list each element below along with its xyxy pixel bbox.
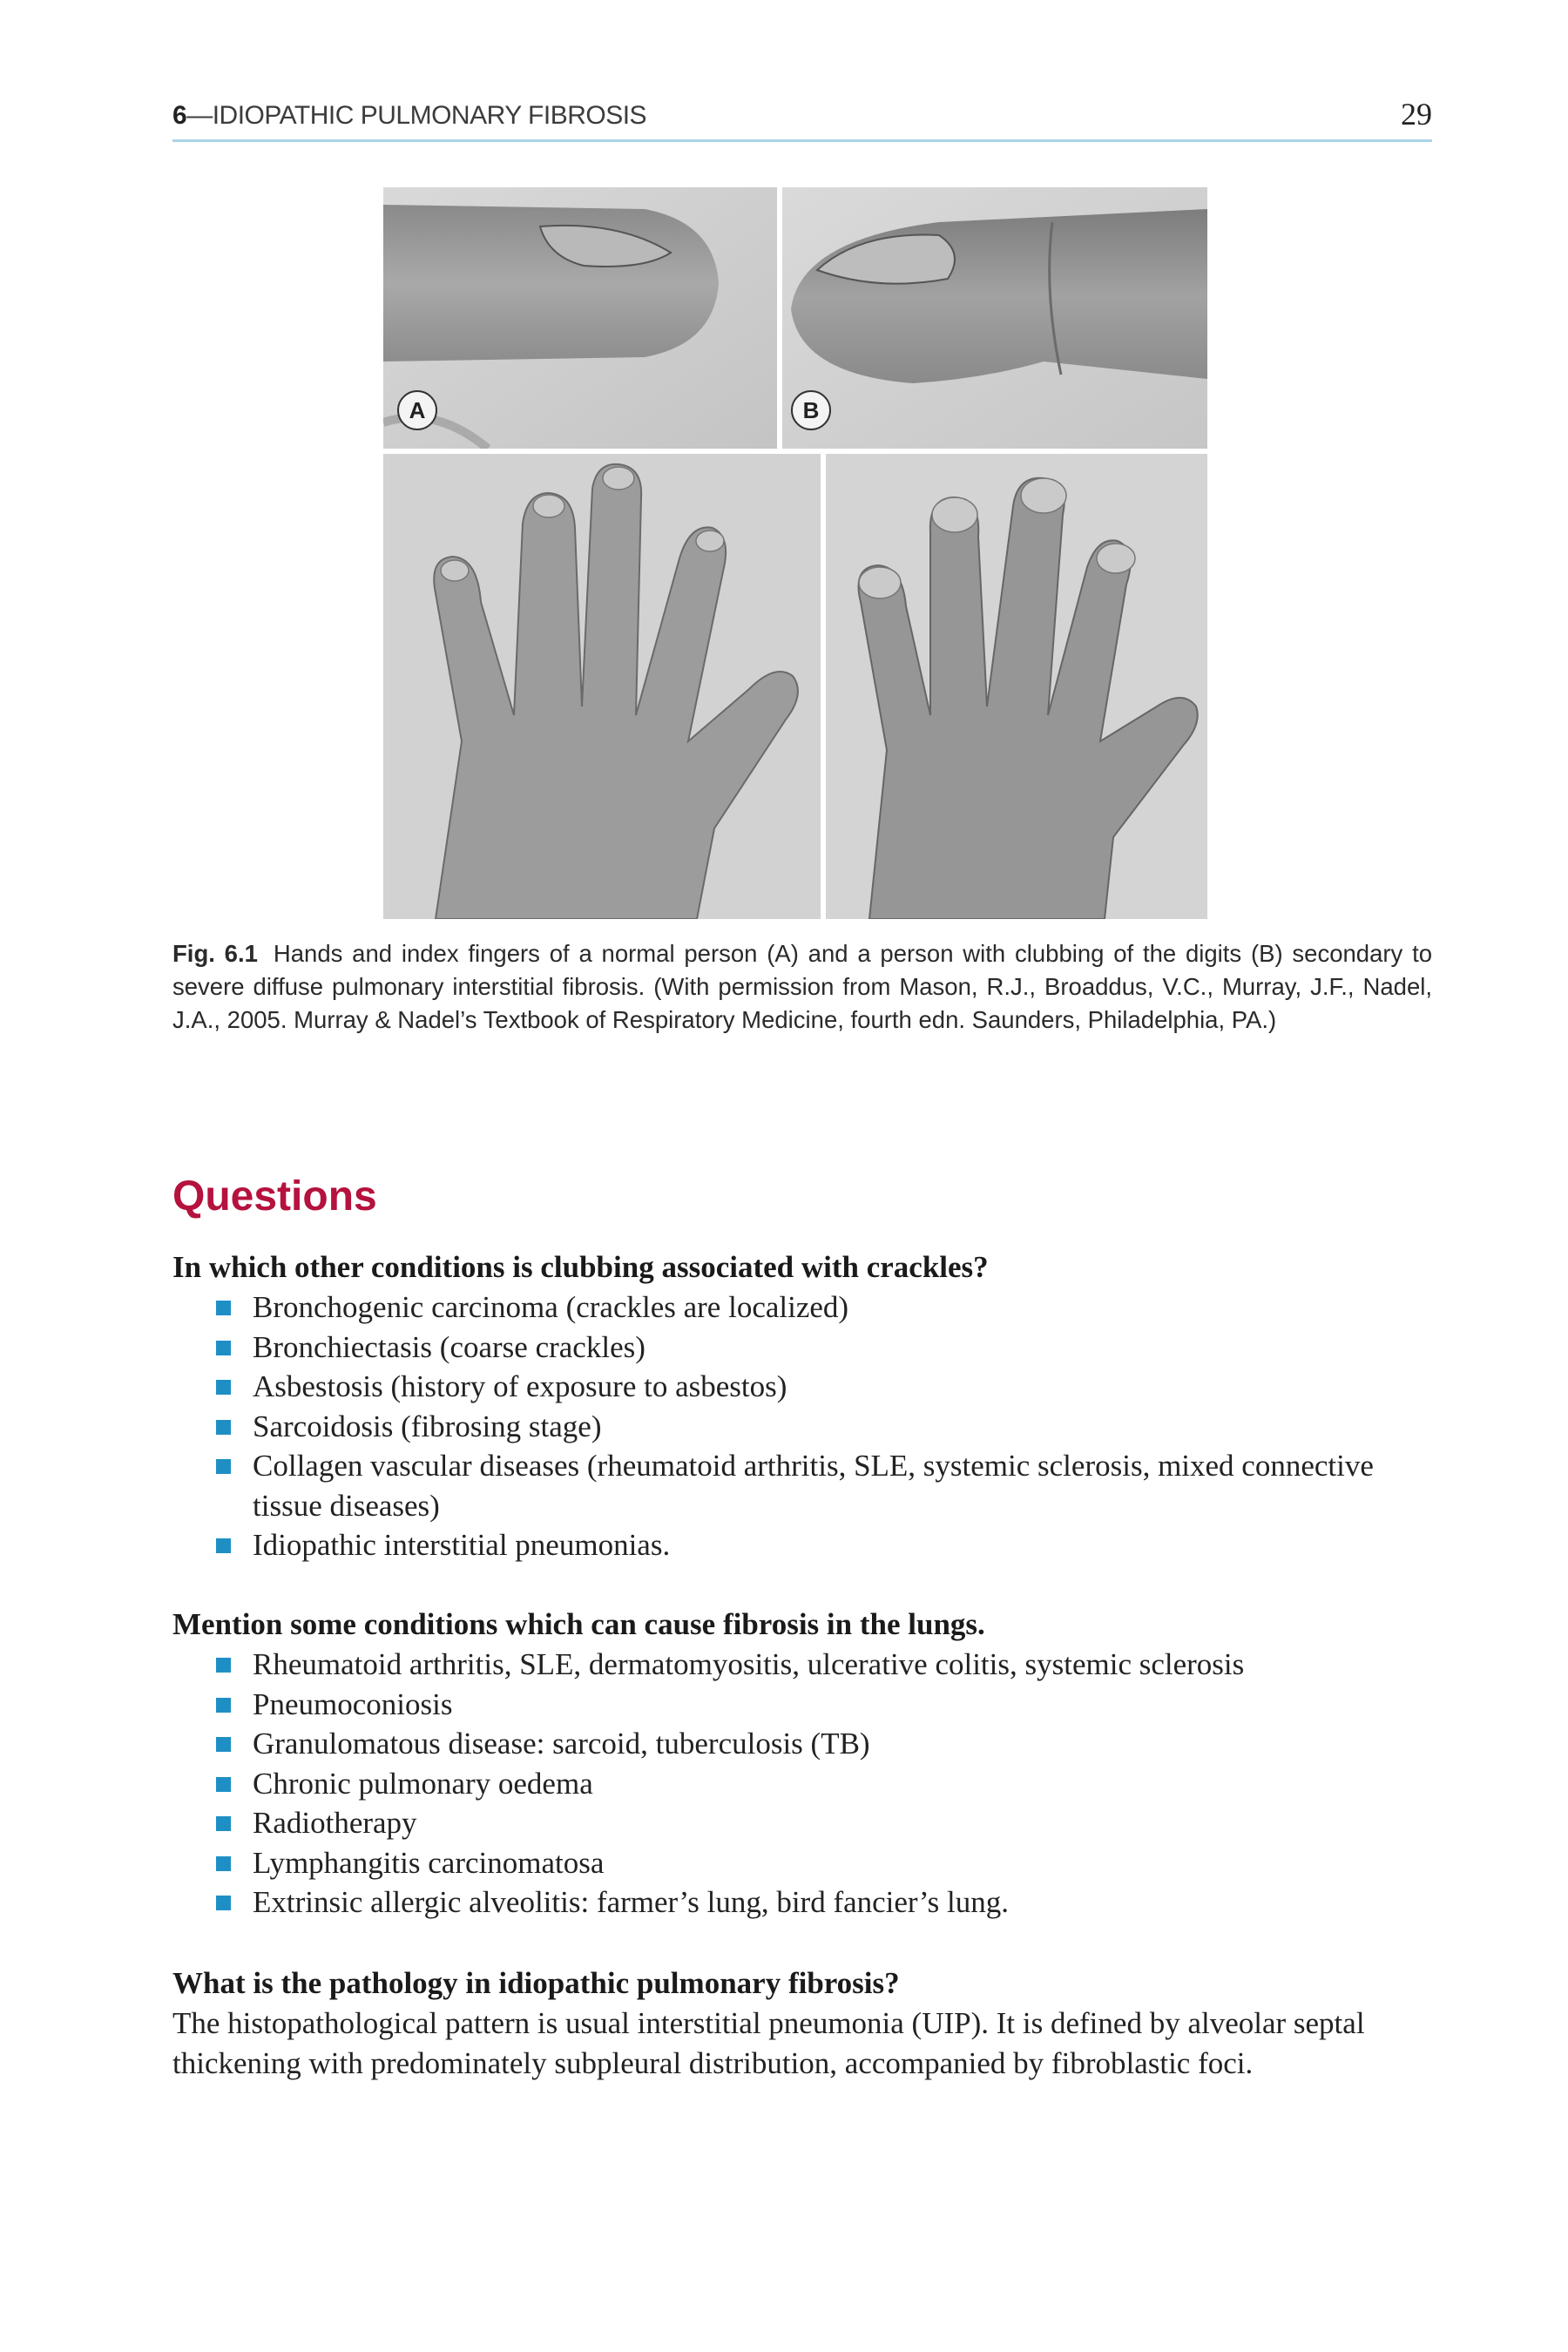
qa-block-3 xyxy=(172,1963,1432,2083)
clubbed-hand-photo xyxy=(826,454,1207,919)
list-item: Chronic pulmonary oedema xyxy=(253,1764,1432,1804)
list-item: Lymphangitis carcinomatosa xyxy=(253,1843,1432,1883)
bullet-list xyxy=(172,1645,1432,1923)
running-header xyxy=(172,96,1432,142)
chapter-title xyxy=(172,101,646,131)
question: What is the pathology in idiopathic pulmonary fibrosis? xyxy=(172,1966,900,2000)
panel-label-a: A xyxy=(397,390,437,430)
qa-block-1 xyxy=(172,1247,1432,1565)
normal-finger-photo xyxy=(383,187,777,449)
normal-hand-photo xyxy=(383,454,821,919)
list-item: Idiopathic interstitial pneumonias. xyxy=(253,1525,1432,1565)
page-number: 29 xyxy=(1401,97,1432,132)
bullet-list xyxy=(172,1288,1432,1565)
question: In which other conditions is clubbing associated with crackles? xyxy=(172,1250,989,1284)
list-item: Sarcoidosis (fibrosing stage) xyxy=(253,1407,1432,1447)
list-item: Rheumatoid arthritis, SLE, dermatomyositis, ulcerative colitis, systemic sclerosis xyxy=(253,1645,1432,1685)
chapter-number: 6 xyxy=(172,101,187,130)
list-item: Granulomatous disease: sarcoid, tuberculosis (TB) xyxy=(253,1724,1432,1764)
list-item: Extrinsic allergic alveolitis: farmer’s lung, bird fancier’s lung. xyxy=(253,1882,1432,1923)
list-item: Collagen vascular diseases (rheumatoid arthritis, SLE, systemic sclerosis, mixed connective tissue diseases) xyxy=(253,1446,1432,1525)
question: Mention some conditions which can cause fibrosis in the lungs. xyxy=(172,1607,985,1641)
list-item: Radiotherapy xyxy=(253,1803,1432,1843)
qa-block-2 xyxy=(172,1605,1432,1923)
section-title: Questions xyxy=(172,1173,377,1220)
clubbed-finger-photo xyxy=(782,187,1207,449)
list-item: Bronchiectasis (coarse crackles) xyxy=(253,1328,1432,1368)
answer: The histopathological pattern is usual interstitial pneumonia (UIP). It is defined by alveolar septal thickening with predominately subpleural distribution, accompanied by fibroblastic foci. xyxy=(172,2006,1365,2080)
figure-caption xyxy=(172,937,1432,1037)
list-item: Bronchogenic carcinoma (crackles are localized) xyxy=(253,1288,1432,1328)
list-item: Asbestosis (history of exposure to asbestos) xyxy=(253,1367,1432,1407)
figure-6-1 xyxy=(383,187,1220,919)
chapter-title-text: —IDIOPATHIC PULMONARY FIBROSIS xyxy=(186,101,647,130)
panel-label-b: B xyxy=(791,390,831,430)
figure-caption-text: Hands and index fingers of a normal person (A) and a person with clubbing of the digits (B) secondary to severe diffuse pulmonary interstitial fibrosis. (With permission from Mason, R.J., Broaddus, V.C., Murray, J.F., Nadel, J.A., 2005. Murray & Nadel’s Textbook of Respiratory Medicine, fourth edn. Saunders, Philadelphia, PA.) xyxy=(172,940,1433,1033)
list-item: Pneumoconiosis xyxy=(253,1685,1432,1725)
figure-label: Fig. 6.1 xyxy=(172,940,258,967)
